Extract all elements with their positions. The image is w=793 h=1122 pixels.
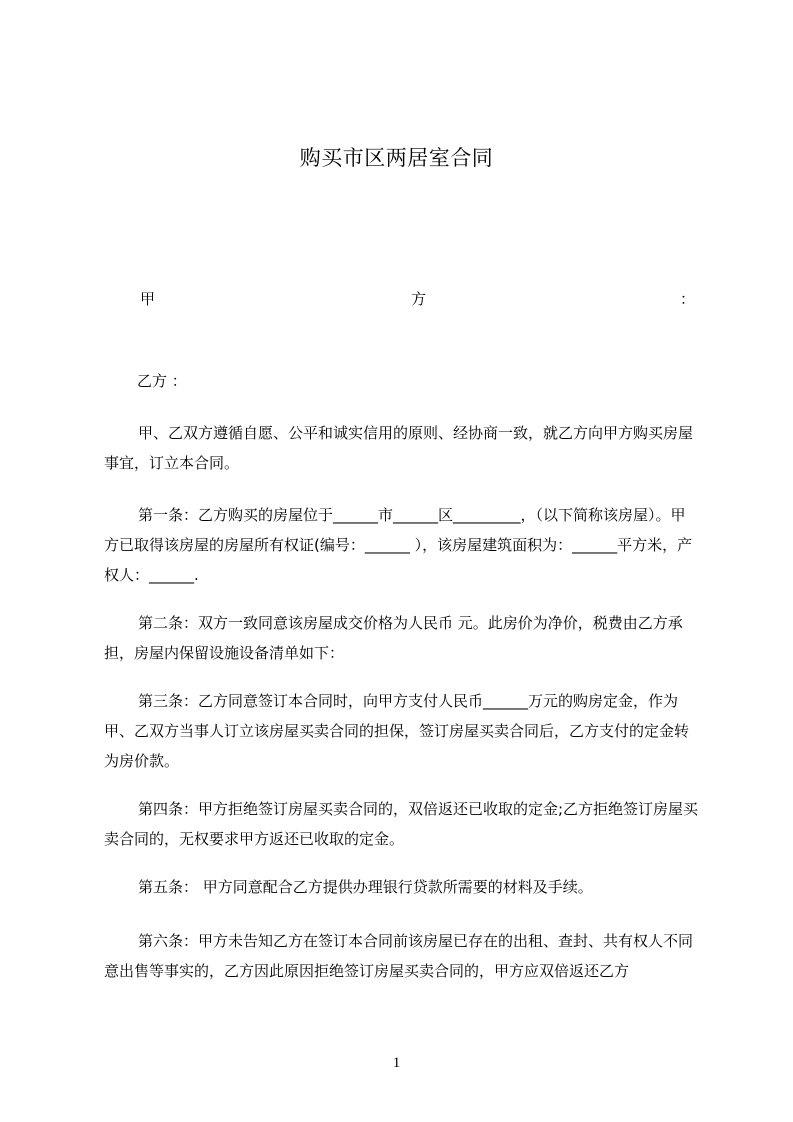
article-1: 第一条：乙方购买的房屋位于______市______区_________，（以下简称该房屋）。甲方已取得该房屋的房屋所有权证(编号：______ ），该房屋建筑面积为：______平方米，产权人：______. [104, 506, 693, 584]
article-3: 第三条：乙方同意签订本合同时，向甲方支付人民币______万元的购房定金，作为甲、乙双方当事人订立该房屋买卖合同的担保，签订房屋买卖合同后，乙方支付的定金转为房价款。 [104, 692, 690, 770]
article-5: 第五条： 甲方同意配合乙方提供办理银行贷款所需要的材料及手续。 [138, 878, 593, 896]
page-number: 1 [392, 1055, 401, 1071]
party-a-char1: 甲 [140, 290, 156, 308]
party-a-line [140, 288, 696, 316]
document-title: 购买市区两居室合同 [299, 146, 494, 170]
article-2: 第二条：双方一致同意该房屋成交价格为人民币 元。此房价为净价，税费由乙方承担，房屋内保留设施设备清单如下： [104, 614, 683, 662]
article-6: 第六条：甲方未告知乙方在签订本合同前该房屋已存在的出租、查封、共有权人不同意出售等事实的，乙方因此原因拒绝签订房屋买卖合同的，甲方应双倍返还乙方 [104, 932, 694, 980]
party-a-colon: ： [680, 290, 696, 308]
party-b-line: 乙方 ： [137, 372, 187, 390]
article-4: 第四条：甲方拒绝签订房屋买卖合同的，双倍返还已收取的定金;乙方拒绝签订房屋买卖合同的，无权要求甲方返还已收取的定金。 [104, 800, 699, 848]
intro-paragraph: 甲、乙双方遵循自愿、公平和诚实信用的原则、经协商一致，就乙方向甲方购买房屋事宜，订立本合同。 [104, 424, 694, 472]
party-a-char2: 方 [411, 290, 427, 308]
